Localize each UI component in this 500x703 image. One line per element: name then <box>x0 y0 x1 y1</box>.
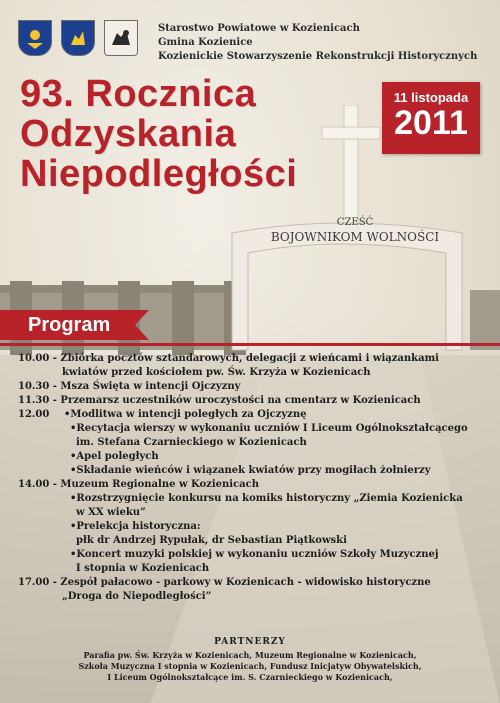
organizer-line: Gmina Kozienice <box>158 37 253 48</box>
partners-section <box>0 637 500 683</box>
monument-inscription <box>250 216 460 244</box>
program-line: 17.00 - Zespół pałacowo - parkowy w Kozienicach - widowisko historyczne <box>18 577 431 588</box>
event-title <box>20 74 297 194</box>
coat-of-arms-county-icon <box>18 20 52 56</box>
program-item <box>18 408 488 422</box>
organizer-line: Starostwo Powiatowe w Kozienicach <box>158 23 360 34</box>
title-line: Niepodległości <box>20 153 298 195</box>
program-line: •Składanie wieńców i wiązanek kwiatów przy mogiłach żołnierzy <box>70 465 431 476</box>
program-line: •Koncert muzyki polskiej w wykonaniu uczniów Szkoły Muzycznej <box>70 549 439 560</box>
inscription-line: BOJOWNIKOM WOLNOŚCI <box>270 230 440 244</box>
program-list <box>18 352 488 604</box>
program-time: 12.00 <box>18 409 50 420</box>
organizer-line: Kozienickie Stowarzyszenie Rekonstrukcji Historycznych <box>158 51 478 62</box>
date-year: 2011 <box>394 104 468 142</box>
date-badge <box>382 82 480 154</box>
program-heading: Program <box>0 310 135 340</box>
partners-line: I Liceum Ogólnokształcące im. S. Czarnieckiego w Kozienicach, <box>107 672 393 682</box>
program-line: 11.30 - Przemarsz uczestników uroczystości na cmentarz w Kozienicach <box>18 395 421 406</box>
partners-line: Szkoła Muzyczna I stopnia w Kozienicach, Fundusz Inicjatyw Obywatelskich, <box>78 661 422 671</box>
program-line: •Apel poległych <box>70 451 159 462</box>
title-line: Odzyskania <box>20 113 237 155</box>
organizers <box>158 22 477 64</box>
program-line: 10.30 - Msza Święta w intencji Ojczyzny <box>18 381 241 392</box>
program-line: I stopnia w Kozienicach <box>76 563 210 574</box>
inscription-line: CZEŚĆ <box>336 217 374 228</box>
date-day: 11 listopada <box>393 90 469 105</box>
coat-of-arms-gmina-icon <box>61 20 95 56</box>
program-line: •Modlitwa w intencji poległych za Ojczyznę <box>64 409 307 420</box>
divider <box>0 343 500 346</box>
program-line: •Prelekcja historyczna: <box>70 521 201 532</box>
title-line: 93. Rocznica <box>20 73 257 115</box>
partners-heading: PARTNERZY <box>214 637 286 647</box>
program-line: im. Stefana Czarnieckiego w Kozienicach <box>76 437 307 448</box>
program-line: kwiatów przed kościołem pw. Św. Krzyża w Kozienicach <box>62 367 371 378</box>
program-line: płk dr Andrzej Rypułak, dr Sebastian Piątkowski <box>76 535 347 546</box>
logo-group <box>18 20 138 56</box>
program-line: „Droga do Niepodległości” <box>62 591 212 602</box>
program-line: 14.00 - Muzeum Regionalne w Kozienicach <box>18 479 260 490</box>
program-line: •Rozstrzygnięcie konkursu na komiks historyczny „Ziemia Kozienicka <box>70 493 463 504</box>
program-line: •Recytacja wierszy w wykonaniu uczniów I Liceum Ogólnokształcącego <box>70 423 468 434</box>
program-line: w XX wieku” <box>76 507 146 518</box>
society-emblem-icon <box>104 20 138 56</box>
partners-line: Parafia pw. Św. Krzyża w Kozienicach, Muzeum Regionalne w Kozienicach, <box>83 650 417 660</box>
program-line: 10.00 - Zbiórka pocztów sztandarowych, delegacji z wieńcami i wiązankami <box>18 353 439 364</box>
